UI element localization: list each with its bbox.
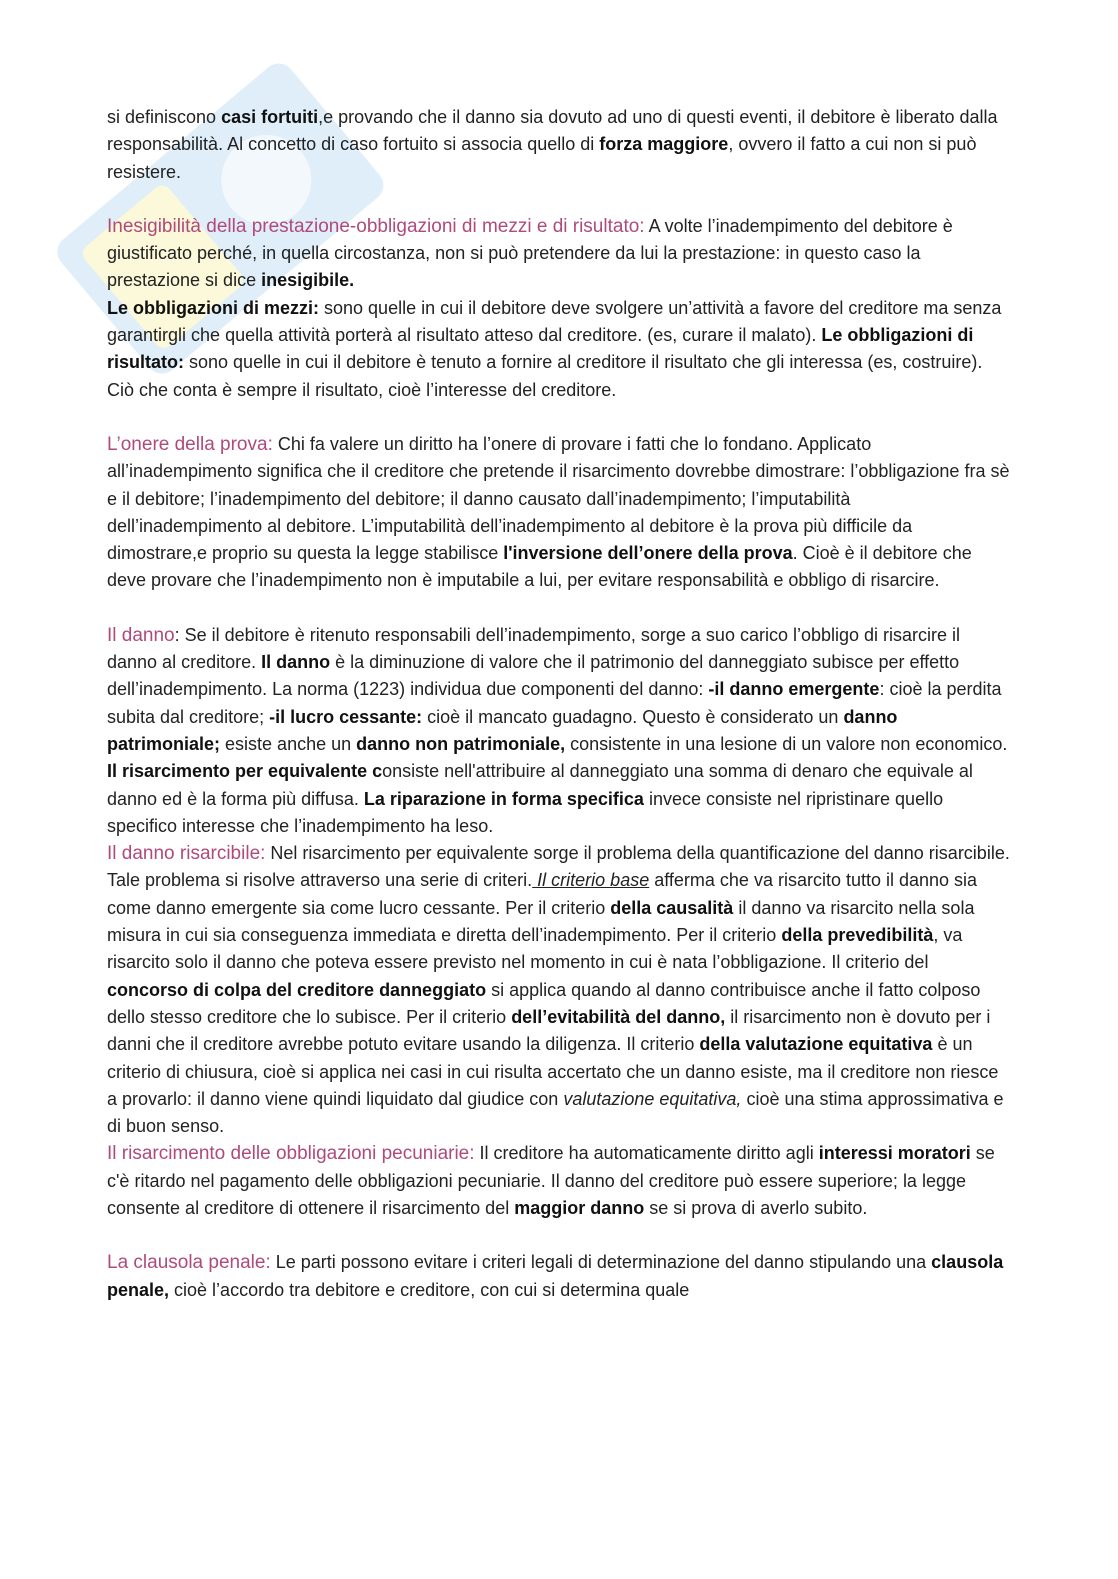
paragraph-casi-fortuiti: si definiscono casi fortuiti,e provando che il danno sia dovuto ad uno di questi eventi, il debitore è liberato dalla responsabilità. Al concetto di caso fortuito si associa quello di forza maggiore, ovvero il fatto a cui non si può resistere.: [107, 107, 998, 182]
term-inversione-onere: l'inversione dell’onere della prova: [503, 543, 793, 564]
section-heading-inesigibilita: Inesigibilità della prestazione-obbligazioni di mezzi e di risultato:: [107, 215, 645, 237]
section-heading-danno: Il danno: [107, 624, 175, 646]
term-obbligazioni-mezzi: Le obbligazioni di mezzi:: [107, 297, 320, 318]
paragraph-obbligazioni-pecuniarie: Il risarcimento delle obbligazioni pecuniarie: Il creditore ha automaticamente diritto agli interessi moratori se c'è ritardo nel pagamento delle obbligazioni pecuniarie. Il danno del creditore può essere superiore; la legge consente al creditore di ottenere il risarcimento del maggior danno se si prova di averlo subito.: [107, 1143, 995, 1218]
term-obbligazioni-risultato: Le obbligazioni di risultato:: [107, 325, 974, 373]
section-heading-pecuniarie: Il risarcimento delle obbligazioni pecuniarie:: [107, 1143, 475, 1165]
paragraph-onere-prova: L’onere della prova: Chi fa valere un diritto ha l’onere di provare i fatti che lo fondano. Applicato all’inadempimento significa che il creditore che pretende il risarcimento dovrebbe dimostrare: l’obbligazione fra sè e il debitore; l’inadempimento del debitore; il danno causato dall’inadempimento; l’imputabilità dell’inadempimento al debitore. L’imputabilità dell’inadempimento al debitore è la prova più difficile da dimostrare,e proprio su questa la legge stabilisce l'inversione dell’onere della prova. Cioè è il debitore che deve provare che l’inadempimento non è imputabile a lui, per evitare responsabilità e obbligo di risarcire.: [107, 433, 1010, 591]
paragraph-inesigibilita: Inesigibilità della prestazione-obbligazioni di mezzi e di risultato: A volte l’inadempimento del debitore è giustificato perché, in quella circostanza, non si può pretendere da lui la prestazione: in questo caso la prestazione si dice inesigibile.: [107, 215, 953, 291]
section-heading-onere-prova: L’onere della prova:: [107, 433, 273, 455]
section-heading-danno-risarcibile: Il danno risarcibile:: [107, 843, 266, 865]
paragraph-danno: Il danno: Se il debitore è ritenuto responsabili dell’inadempimento, sorge a suo carico l’obbligo di risarcire il danno al creditore. Il danno è la diminuzione di valore che il patrimonio del danneggiato subisce per effetto dell’inadempimento. La norma (1223) individua due componenti del danno: -il danno emergente: cioè la perdita subita dal creditore; -il lucro cessante: cioè il mancato guadagno. Questo è considerato un danno patrimoniale; esiste anche un danno non patrimoniale, consistente in una lesione di un valore non economico. Il risarcimento per equivalente consiste nell'attribuire al danneggiato una somma di denaro che equivale al danno ed è la forma più diffusa. La riparazione in forma specifica invece consiste nel ripristinare quello specifico interesse che l’inadempimento ha leso.: [107, 624, 1008, 836]
term-inesigibile: inesigibile.: [261, 270, 355, 291]
section-heading-clausola-penale: La clausola penale:: [107, 1252, 271, 1274]
paragraph-clausola-penale: La clausola penale: Le parti possono evitare i criteri legali di determinazione del danno stipulando una clausola penale, cioè l’accordo tra debitore e creditore, con cui si determina quale: [107, 1252, 1004, 1300]
paragraph-danno-risarcibile: Il danno risarcibile: Nel risarcimento per equivalente sorge il problema della quantificazione del danno risarcibile. Tale problema si risolve attraverso una serie di criteri. Il criterio base afferma che va risarcito tutto il danno sia come danno emergente sia come lucro cessante. Per il criterio della causalità il danno va risarcito nella sola misura in cui sia conseguenza immediata e diretta dell’inadempimento. Per il criterio della prevedibilità, va risarcito solo il danno che poteva essere previsto nel momento in cui è nata l’obbligazione. Il criterio del concorso di colpa del creditore danneggiato si applica quando al danno contribuisce anche il fatto colposo dello stesso creditore che lo subisce. Per il criterio dell’evitabilità del danno, il risarcimento non è dovuto per i danni che il creditore avrebbe potuto evitare usando la diligenza. Il criterio della valutazione equitativa è un criterio di chiusura, cioè si applica nei casi in cui risulta accertato che un danno esiste, ma il creditore non riesce a provarlo: il danno viene quindi liquidato dal giudice con valutazione equitativa, cioè una stima approssimativa e di buon senso.: [107, 843, 1010, 1137]
document-body: [107, 104, 1010, 1304]
term-casi-fortuiti: casi fortuiti: [221, 107, 319, 127]
term-forza-maggiore: forza maggiore: [599, 134, 729, 155]
paragraph-obbligazioni: Le obbligazioni di mezzi: sono quelle in cui il debitore deve svolgere un’attività a favore del creditore ma senza garantirgli che quella attività porterà al risultato atteso dal creditore. (es, curare il malato). Le obbligazioni di risultato: sono quelle in cui il debitore è tenuto a fornire al creditore il risultato che gli interessa (es, costruire). Ciò che conta è sempre il risultato, cioè l’interesse del creditore.: [107, 297, 1002, 400]
